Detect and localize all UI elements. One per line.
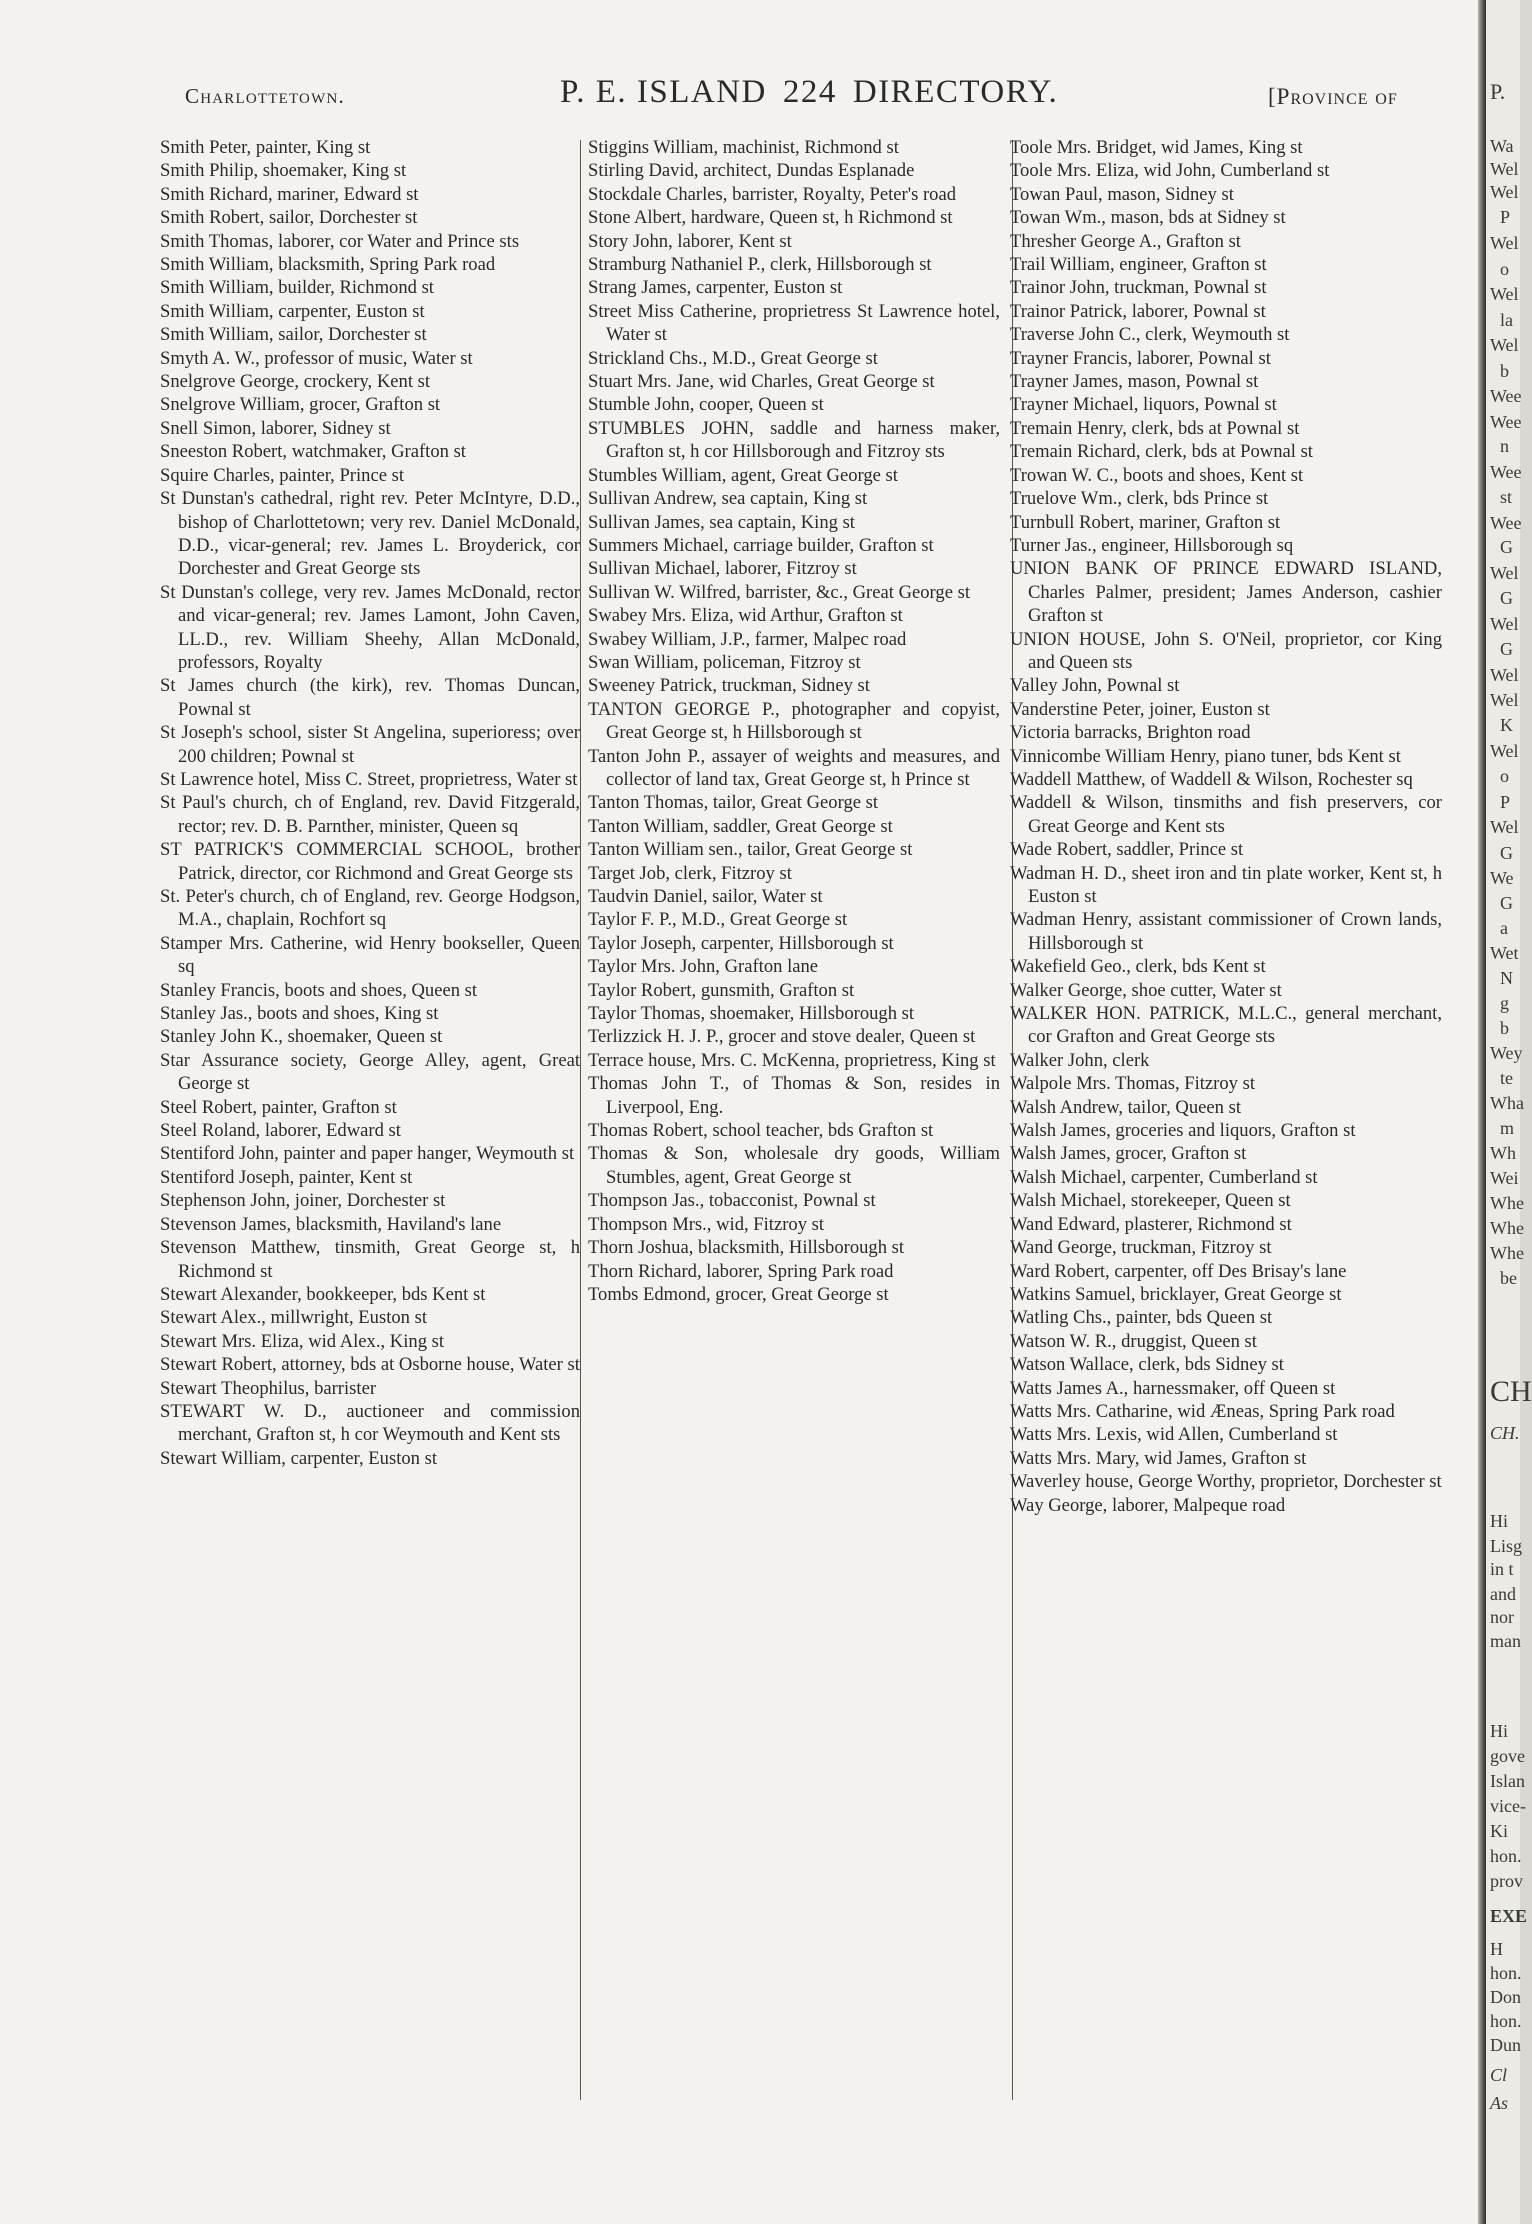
directory-entry: Taylor F. P., M.D., Great George st — [588, 909, 848, 931]
directory-entry: Waddell & Wilson, tinsmiths and fish preservers, cor Great George and Kent sts — [1010, 792, 1442, 837]
directory-entry: Smith William, carpenter, Euston st — [160, 300, 425, 322]
directory-entry: Watkins Samuel, bricklayer, Great George st — [1010, 1283, 1342, 1305]
header-title-left: P. E. ISLAND — [560, 74, 767, 110]
header-title — [560, 74, 1058, 111]
next-page-fragment: vice- — [1490, 1796, 1526, 1816]
book-gutter — [1478, 0, 1486, 2224]
directory-entry: St. Peter's church, ch of England, rev. George Hodgson, M.A., chaplain, Rochfort sq — [160, 886, 580, 931]
next-page-fragment: H — [1490, 1939, 1503, 1959]
next-page-fragment: a — [1500, 918, 1508, 938]
directory-entry: Terrace house, Mrs. C. McKenna, proprietress, King st — [588, 1049, 996, 1071]
next-page-fragment: Wh — [1490, 1143, 1516, 1163]
directory-entry: Walsh James, grocer, Grafton st — [1010, 1143, 1247, 1165]
directory-entry: Tanton William sen., tailor, Great George st — [588, 839, 913, 861]
next-page-fragment: CH — [1490, 1375, 1532, 1408]
directory-entry: Stumble John, cooper, Queen st — [588, 394, 824, 416]
directory-entry: Stewart Theophilus, barrister — [160, 1377, 377, 1399]
next-page-fragment: n — [1500, 436, 1509, 456]
next-page-fragment: CH. — [1490, 1423, 1520, 1443]
directory-column-2 — [588, 136, 1000, 1306]
directory-entry: Vinnicombe William Henry, piano tuner, bds Kent st — [1010, 745, 1401, 767]
next-page-fragment: Wee — [1490, 462, 1522, 482]
next-page-fragment: G — [1500, 843, 1513, 863]
directory-entry: UNION HOUSE, John S. O'Neil, proprietor, cor King and Queen sts — [1010, 628, 1442, 673]
directory-entry: Wand George, truckman, Fitzroy st — [1010, 1237, 1272, 1259]
next-page-fragment: Wel — [1490, 563, 1519, 583]
next-page-fragment: te — [1500, 1068, 1513, 1088]
directory-entry: Waverley house, George Worthy, proprietor, Dorchester st — [1010, 1471, 1442, 1493]
directory-entry: ST PATRICK'S COMMERCIAL SCHOOL, brother Patrick, director, cor Richmond and Great George sts — [160, 839, 580, 884]
directory-entry: Turner Jas., engineer, Hillsborough sq — [1010, 534, 1294, 556]
next-page-fragment: Wel — [1490, 690, 1519, 710]
directory-entry: Steel Roland, laborer, Edward st — [160, 1120, 401, 1142]
directory-entry: Trayner Francis, laborer, Pownal st — [1010, 347, 1271, 369]
directory-entry: Ward Robert, carpenter, off Des Brisay's lane — [1010, 1260, 1347, 1282]
directory-entry: Wadman H. D., sheet iron and tin plate worker, Kent st, h Euston st — [1010, 862, 1442, 907]
directory-column-1 — [160, 136, 580, 1470]
directory-entry: Sweeney Patrick, truckman, Sidney st — [588, 675, 870, 697]
next-page-fragment: P — [1500, 792, 1511, 812]
directory-entry: Summers Michael, carriage builder, Grafton st — [588, 534, 934, 556]
directory-entry: Vanderstine Peter, joiner, Euston st — [1010, 698, 1270, 720]
directory-entry: Target Job, clerk, Fitzroy st — [588, 862, 792, 884]
next-page-fragment: nor — [1490, 1607, 1514, 1627]
directory-entry: Swan William, policeman, Fitzroy st — [588, 651, 861, 673]
directory-entry: Tanton Thomas, tailor, Great George st — [588, 792, 879, 814]
directory-entry: Watts Mrs. Catharine, wid Æneas, Spring Park road — [1010, 1400, 1395, 1422]
directory-entry: St Paul's church, ch of England, rev. David Fitzgerald, rector; rev. D. B. Parnther, minister, Queen sq — [160, 792, 580, 837]
directory-entry: Thorn Joshua, blacksmith, Hillsborough st — [588, 1237, 905, 1259]
directory-entry: Walsh Michael, storekeeper, Queen st — [1010, 1190, 1291, 1212]
directory-entry: Strang James, carpenter, Euston st — [588, 277, 843, 299]
directory-entry: Strickland Chs., M.D., Great George st — [588, 347, 878, 369]
directory-entry: Trainor John, truckman, Pownal st — [1010, 277, 1267, 299]
next-page-fragment: la — [1500, 310, 1513, 330]
directory-entry: Sullivan James, sea captain, King st — [588, 511, 855, 533]
directory-entry: Sullivan Andrew, sea captain, King st — [588, 488, 868, 510]
next-page-fragment: N — [1500, 968, 1513, 988]
page-header — [0, 74, 1478, 124]
next-page-fragment: K — [1500, 715, 1513, 735]
directory-entry: Thompson Jas., tobacconist, Pownal st — [588, 1190, 876, 1212]
directory-entry: Wadman Henry, assistant commissioner of Crown lands, Hillsborough st — [1010, 909, 1442, 954]
directory-entry: Stumbles William, agent, Great George st — [588, 464, 898, 486]
directory-entry: Thomas Robert, school teacher, bds Grafton st — [588, 1120, 934, 1142]
next-page-fragment: G — [1500, 537, 1513, 557]
next-page-fragment: Wet — [1490, 943, 1519, 963]
directory-entry: Terlizzick H. J. P., grocer and stove dealer, Queen st — [588, 1026, 976, 1048]
directory-entry: Smyth A. W., professor of music, Water st — [160, 347, 473, 369]
directory-entry: UNION BANK OF PRINCE EDWARD ISLAND, Charles Palmer, president; James Anderson, cashier Grafton st — [1010, 558, 1442, 627]
next-page-edge — [1486, 0, 1532, 2224]
next-page-fragment: gove — [1490, 1746, 1525, 1766]
next-page-fragment: be — [1500, 1268, 1517, 1288]
directory-entry: Stanley Jas., boots and shoes, King st — [160, 1003, 439, 1025]
header-province: [Province of — [1268, 84, 1398, 109]
next-page-fragment: Wee — [1490, 412, 1522, 432]
directory-entry: Tanton John P., assayer of weights and measures, and collector of land tax, Great George st, h Prince st — [588, 745, 1000, 790]
directory-entry: Towan Paul, mason, Sidney st — [1010, 183, 1234, 205]
directory-entry: Toole Mrs. Bridget, wid James, King st — [1010, 137, 1303, 158]
directory-entry: Thorn Richard, laborer, Spring Park road — [588, 1260, 894, 1282]
directory-entry: Victoria barracks, Brighton road — [1010, 722, 1251, 744]
directory-entry: Turnbull Robert, mariner, Grafton st — [1010, 511, 1281, 533]
directory-entry: Stamper Mrs. Catherine, wid Henry bookseller, Queen sq — [160, 932, 580, 978]
directory-entry: St James church (the kirk), rev. Thomas Duncan, Pownal st — [160, 675, 580, 720]
next-page-fragment: Wa — [1490, 136, 1514, 156]
directory-entry: Taylor Mrs. John, Grafton lane — [588, 956, 819, 978]
directory-entry: Smith Richard, mariner, Edward st — [160, 183, 419, 205]
directory-entry: Star Assurance society, George Alley, agent, Great George st — [160, 1049, 580, 1095]
directory-entry: Stewart William, carpenter, Euston st — [160, 1447, 437, 1469]
directory-entry: Smith Thomas, laborer, cor Water and Prince sts — [160, 230, 520, 252]
directory-entry: Trowan W. C., boots and shoes, Kent st — [1010, 464, 1304, 486]
directory-entry: Wade Robert, saddler, Prince st — [1010, 839, 1244, 861]
directory-entry: Watling Chs., painter, bds Queen st — [1010, 1307, 1273, 1329]
directory-entry: Watson Wallace, clerk, bds Sidney st — [1010, 1354, 1284, 1376]
next-page-fragment: in t — [1490, 1559, 1514, 1579]
directory-entry: Valley John, Pownal st — [1010, 675, 1180, 697]
next-page-fragment: We — [1490, 868, 1514, 888]
next-page-fragment: m — [1500, 1118, 1515, 1138]
directory-entry: Way George, laborer, Malpeque road — [1010, 1494, 1286, 1516]
directory-entry: Stirling David, architect, Dundas Esplanade — [588, 160, 915, 182]
directory-entry: Thomas John T., of Thomas & Son, resides in Liverpool, Eng. — [588, 1073, 1000, 1118]
directory-entry: Stramburg Nathaniel P., clerk, Hillsborough st — [588, 254, 932, 276]
directory-entry: Watts James A., harnessmaker, off Queen st — [1010, 1377, 1336, 1399]
directory-entry: Taylor Thomas, shoemaker, Hillsborough st — [588, 1003, 915, 1025]
directory-entry: Stone Albert, hardware, Queen st, h Richmond st — [588, 207, 953, 229]
next-page-fragment: Wee — [1490, 513, 1522, 533]
next-page-fragment: Wee — [1490, 386, 1522, 406]
directory-entry: Walsh Andrew, tailor, Queen st — [1010, 1096, 1241, 1118]
next-page-fragment: Wei — [1490, 1168, 1519, 1188]
header-title-right: DIRECTORY. — [852, 74, 1059, 110]
directory-entry: Steel Robert, painter, Grafton st — [160, 1096, 397, 1118]
next-page-fragment: b — [1500, 361, 1509, 381]
next-page-fragment: Wel — [1490, 159, 1519, 179]
next-page-fragment: g — [1500, 993, 1509, 1013]
directory-entry: STEWART W. D., auctioneer and commission merchant, Grafton st, h cor Weymouth and Kent sts — [160, 1400, 580, 1446]
directory-entry: Smith William, sailor, Dorchester st — [160, 324, 427, 346]
next-page-fragment: and — [1490, 1584, 1516, 1604]
next-page-fragment: hon. — [1490, 1846, 1522, 1866]
directory-entry: Trail William, engineer, Grafton st — [1010, 254, 1267, 276]
directory-entry: Thomas & Son, wholesale dry goods, William Stumbles, agent, Great George st — [588, 1143, 1000, 1188]
column-divider — [580, 140, 581, 2100]
directory-entry: TANTON GEORGE P., photographer and copyist, Great George st, h Hillsborough st — [588, 698, 1000, 744]
directory-entry: St Dunstan's cathedral, right rev. Peter McIntyre, D.D., bishop of Charlottetown; very rev. Daniel McDonald, D.D., vicar-general; rev. James L. Broyderick, cor Dorchester and Great George sts — [160, 488, 580, 580]
directory-entry: Tanton William, saddler, Great George st — [588, 815, 893, 837]
directory-entry: Walsh Michael, carpenter, Cumberland st — [1010, 1166, 1318, 1188]
directory-entry: Towan Wm., mason, bds at Sidney st — [1010, 207, 1286, 229]
next-page-fragment: man — [1490, 1631, 1521, 1651]
next-page-fragment: Whe — [1490, 1193, 1524, 1213]
next-page-fragment: As — [1490, 2093, 1508, 2113]
directory-entry: Smith Robert, sailor, Dorchester st — [160, 207, 418, 229]
directory-entry: Snelgrove George, crockery, Kent st — [160, 371, 431, 393]
next-page-fragment: G — [1500, 639, 1513, 659]
page-number: 224 — [782, 74, 837, 110]
directory-entry: St Joseph's school, sister St Angelina, superioress; over 200 children; Pownal st — [160, 722, 580, 767]
next-page-fragment: Wha — [1490, 1093, 1524, 1113]
directory-entry: Sullivan W. Wilfred, barrister, &c., Great George st — [588, 581, 970, 603]
next-page-fragment: Cl — [1490, 2065, 1508, 2085]
directory-entry: Smith William, blacksmith, Spring Park road — [160, 254, 496, 276]
next-page-fragment: Wel — [1490, 614, 1519, 634]
directory-entry: Taylor Robert, gunsmith, Grafton st — [588, 979, 855, 1001]
directory-entry: St Lawrence hotel, Miss C. Street, proprietress, Water st — [160, 768, 578, 790]
directory-entry: Stewart Robert, attorney, bds at Osborne house, Water st — [160, 1354, 580, 1376]
next-page-fragment: Hi — [1490, 1721, 1508, 1741]
directory-entry: Stewart Mrs. Eliza, wid Alex., King st — [160, 1330, 445, 1352]
next-page-fragment: EXE — [1490, 1906, 1528, 1926]
header-city: Charlottetown. — [185, 84, 345, 108]
directory-entry: Thompson Mrs., wid, Fitzroy st — [588, 1213, 825, 1235]
next-page-fragment: Ki — [1490, 1821, 1508, 1841]
directory-entry: Smith Philip, shoemaker, King st — [160, 160, 407, 182]
next-page-fragment: Wel — [1490, 817, 1519, 837]
directory-entry: Watts Mrs. Lexis, wid Allen, Cumberland st — [1010, 1424, 1338, 1446]
next-page-fragment: Lisg — [1490, 1536, 1523, 1556]
next-page-fragment: Wel — [1490, 284, 1519, 304]
directory-entry: Toole Mrs. Eliza, wid John, Cumberland st — [1010, 160, 1330, 182]
next-page-fragment: Hi — [1490, 1511, 1508, 1531]
next-page-fragment: Whe — [1490, 1243, 1524, 1263]
directory-entry: St Dunstan's college, very rev. James McDonald, rector and vicar-general; rev. James Lamont, John Caven, LL.D., rev. William Sheehy, Allan McDonald, professors, Royalty — [160, 581, 580, 673]
directory-entry: Street Miss Catherine, proprietress St Lawrence hotel, Water st — [588, 300, 1000, 346]
directory-entry: Swabey Mrs. Eliza, wid Arthur, Grafton st — [588, 605, 903, 627]
directory-entry: Wakefield Geo., clerk, bds Kent st — [1010, 956, 1266, 978]
next-page-fragment: Wel — [1490, 182, 1519, 202]
directory-entry: Walsh James, groceries and liquors, Grafton st — [1010, 1120, 1356, 1142]
directory-entry: Trainor Patrick, laborer, Pownal st — [1010, 300, 1266, 322]
next-page-fragment: prov — [1490, 1871, 1523, 1891]
next-page-fragment: o — [1500, 766, 1509, 786]
directory-entry: Stanley Francis, boots and shoes, Queen st — [160, 979, 478, 1001]
next-page-fragment: hon. — [1490, 1963, 1522, 1983]
directory-entry: Traverse John C., clerk, Weymouth st — [1010, 324, 1290, 346]
directory-entry: Waddell Matthew, of Waddell & Wilson, Rochester sq — [1010, 768, 1413, 790]
next-page-fragment: G — [1500, 588, 1513, 608]
next-page-fragment: Wey — [1490, 1043, 1523, 1063]
directory-entry: WALKER HON. PATRICK, M.L.C., general merchant, cor Grafton and Great George sts — [1010, 1003, 1442, 1048]
next-page-fragment: Wel — [1490, 233, 1519, 253]
directory-entry: Tremain Richard, clerk, bds at Pownal st — [1010, 441, 1313, 463]
directory-entry: Sullivan Michael, laborer, Fitzroy st — [588, 558, 857, 580]
directory-entry: Snelgrove William, grocer, Grafton st — [160, 394, 441, 416]
directory-column-3 — [1010, 136, 1442, 1517]
next-page-fragment: Wel — [1490, 665, 1519, 685]
directory-entry: Sneeston Robert, watchmaker, Grafton st — [160, 441, 466, 463]
directory-entry: STUMBLES JOHN, saddle and harness maker, Grafton st, h cor Hillsborough and Fitzroy sts — [588, 417, 1000, 463]
directory-entry: Trayner Michael, liquors, Pownal st — [1010, 394, 1277, 416]
directory-entry: Stanley John K., shoemaker, Queen st — [160, 1026, 443, 1048]
directory-entry: Stephenson John, joiner, Dorchester st — [160, 1190, 446, 1212]
directory-entry: Taylor Joseph, carpenter, Hillsborough st — [588, 932, 894, 954]
next-page-fragment: hon. — [1490, 2011, 1522, 2031]
next-page-fragment: Don — [1490, 1987, 1521, 2007]
directory-entry: Trayner James, mason, Pownal st — [1010, 371, 1259, 393]
next-page-fragment: Wel — [1490, 335, 1519, 355]
directory-entry: Snell Simon, laborer, Sidney st — [160, 417, 391, 439]
directory-entry: Stiggins William, machinist, Richmond st — [588, 137, 899, 158]
directory-entry: Stentiford Joseph, painter, Kent st — [160, 1166, 413, 1188]
directory-entry: Thresher George A., Grafton st — [1010, 230, 1241, 252]
directory-entry: Stewart Alexander, bookkeeper, bds Kent st — [160, 1283, 486, 1305]
next-page-fragment: b — [1500, 1018, 1509, 1038]
next-page-fragment: P — [1500, 207, 1511, 227]
next-page-fragment: Dun — [1490, 2035, 1521, 2055]
directory-entry: Stevenson Matthew, tinsmith, Great George st, h Richmond st — [160, 1237, 580, 1282]
directory-entry: Stevenson James, blacksmith, Haviland's lane — [160, 1213, 502, 1235]
directory-entry: Walpole Mrs. Thomas, Fitzroy st — [1010, 1073, 1256, 1095]
directory-entry: Stentiford John, painter and paper hanger, Weymouth st — [160, 1143, 575, 1165]
directory-entry: Stockdale Charles, barrister, Royalty, Peter's road — [588, 183, 957, 205]
next-page-fragment: Wel — [1490, 741, 1519, 761]
directory-entry: Truelove Wm., clerk, bds Prince st — [1010, 488, 1269, 510]
directory-entry: Wand Edward, plasterer, Richmond st — [1010, 1213, 1292, 1235]
directory-entry: Tombs Edmond, grocer, Great George st — [588, 1283, 889, 1305]
next-page-fragment: Whe — [1490, 1218, 1524, 1238]
directory-entry: Story John, laborer, Kent st — [588, 230, 792, 252]
directory-entry: Swabey William, J.P., farmer, Malpec road — [588, 628, 907, 650]
directory-entry: Walker George, shoe cutter, Water st — [1010, 979, 1282, 1001]
next-page-fragment: G — [1500, 893, 1513, 913]
next-page-fragment: o — [1500, 259, 1509, 279]
directory-entry: Taudvin Daniel, sailor, Water st — [588, 886, 823, 907]
directory-entry: Stuart Mrs. Jane, wid Charles, Great George st — [588, 371, 935, 393]
directory-entry: Walker John, clerk — [1010, 1049, 1150, 1071]
directory-entry: Watts Mrs. Mary, wid James, Grafton st — [1010, 1447, 1307, 1469]
next-page-fragment: Islan — [1490, 1771, 1525, 1791]
directory-entry: Smith William, builder, Richmond st — [160, 277, 434, 299]
next-page-fragment: st — [1500, 487, 1513, 507]
directory-entry: Tremain Henry, clerk, bds at Pownal st — [1010, 417, 1300, 439]
directory-entry: Watson W. R., druggist, Queen st — [1010, 1330, 1257, 1352]
directory-entry: Stewart Alex., millwright, Euston st — [160, 1307, 428, 1329]
directory-entry: Squire Charles, painter, Prince st — [160, 464, 405, 486]
directory-entry: Smith Peter, painter, King st — [160, 137, 371, 158]
next-page-header: P. — [1490, 79, 1506, 104]
